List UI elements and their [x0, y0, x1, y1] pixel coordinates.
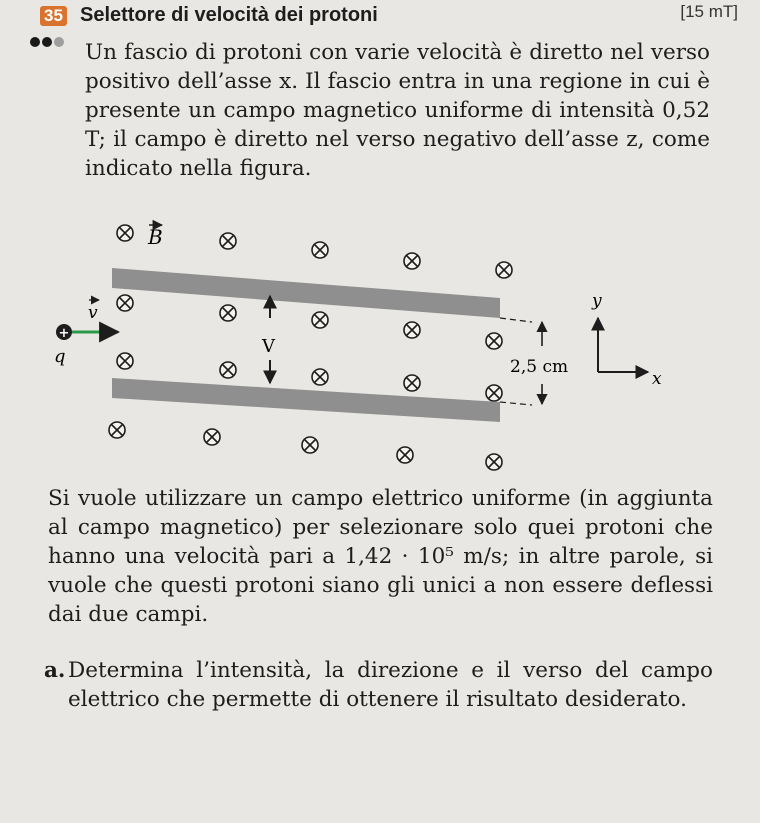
- field-label: B: [148, 225, 163, 249]
- difficulty-dot-2: [42, 37, 52, 47]
- field-into-page-icon: [496, 262, 512, 278]
- field-into-page-icon: [312, 369, 328, 385]
- field-into-page-icon: [404, 322, 420, 338]
- voltage-label: V: [262, 336, 275, 357]
- answer-label: [15 mT]: [680, 2, 738, 21]
- field-into-page-icon: [117, 225, 133, 241]
- field-into-page-icon: [204, 429, 220, 445]
- field-into-page-icon: [486, 333, 502, 349]
- field-into-page-icon: [117, 295, 133, 311]
- charge-label: q: [54, 346, 66, 367]
- gap-guide-bottom: [500, 402, 532, 405]
- field-into-page-icon: [220, 362, 236, 378]
- field-into-page-icon: [109, 422, 125, 438]
- magnetic-field-marks: [109, 225, 512, 470]
- field-into-page-icon: [404, 375, 420, 391]
- field-into-page-icon: [404, 253, 420, 269]
- question-text: Si vuole utilizzare un campo elettrico uniforme (in aggiunta al campo magnetico) per selezionare solo quei protoni che hanno una velocità pari a 1,42 · 10⁵ m/s; in altre parole, si vuole che questi protoni siano gli unici a non essere deflessi dai due campi.: [48, 486, 713, 627]
- difficulty-dot-1: [30, 37, 40, 47]
- problem-title: Selettore di velocità dei protoni: [80, 4, 378, 26]
- upper-plate: [112, 268, 500, 318]
- lower-plate: [112, 378, 500, 422]
- field-into-page-icon: [117, 353, 133, 369]
- problem-number: 35: [40, 6, 67, 26]
- field-into-page-icon: [220, 305, 236, 321]
- field-into-page-icon: [486, 385, 502, 401]
- item-letter: a.: [44, 658, 66, 683]
- field-into-page-icon: [302, 437, 318, 453]
- charge-sign: +: [58, 326, 70, 341]
- field-into-page-icon: [220, 233, 236, 249]
- x-axis-label: x: [652, 369, 662, 389]
- difficulty-dot-3: [54, 37, 64, 47]
- velocity-selector-figure: [0, 200, 760, 480]
- y-axis-label: y: [592, 291, 602, 311]
- problem-statement: Un fascio di protoni con varie velocità è diretto nel verso positivo dell’asse x. Il fascio entra in una regione in cui è presente un campo magnetico uniforme di intensità 0,52 T; il campo è diretto nel verso negativo dell’asse z, come indicato nella figura.: [85, 40, 710, 181]
- difficulty-indicator: [28, 34, 78, 48]
- gap-label: 2,5 cm: [510, 357, 569, 377]
- velocity-label: v: [88, 303, 98, 323]
- field-into-page-icon: [397, 447, 413, 463]
- field-into-page-icon: [312, 312, 328, 328]
- gap-guide-top: [500, 318, 532, 322]
- item-text: Determina l’intensità, la direzione e il verso del campo elettrico che permette di ottenere il risultato desiderato.: [68, 658, 713, 712]
- field-into-page-icon: [486, 454, 502, 470]
- field-into-page-icon: [312, 242, 328, 258]
